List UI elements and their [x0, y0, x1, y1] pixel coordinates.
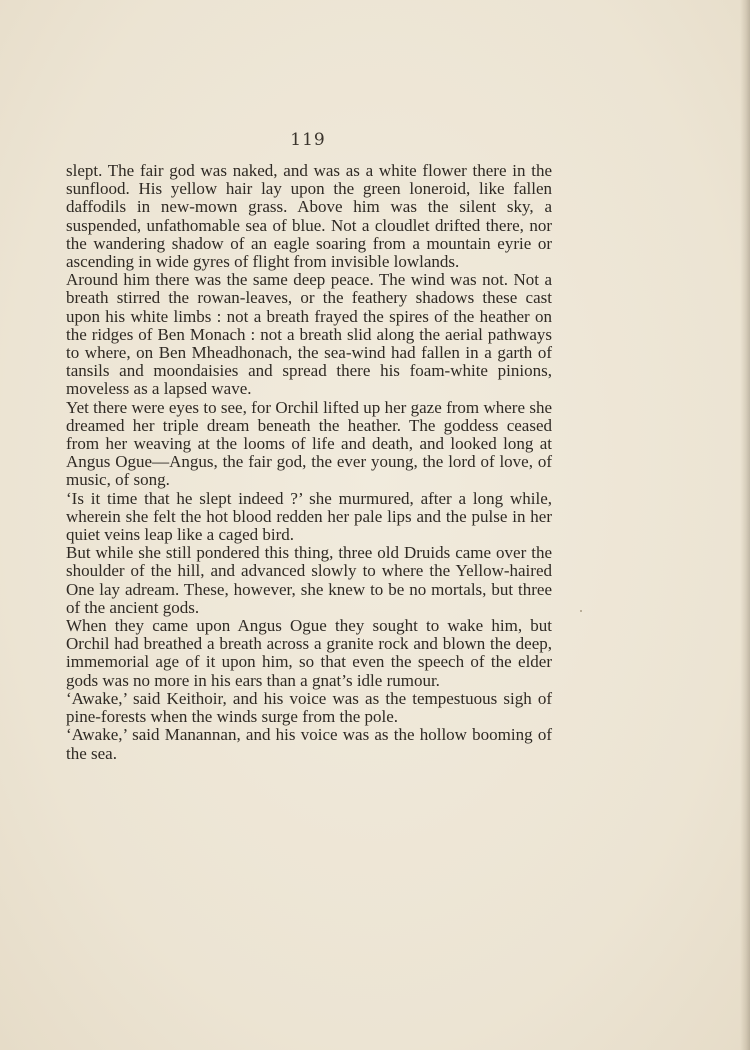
paper-speck: [580, 610, 582, 612]
body-text: [66, 162, 552, 763]
paragraph-4: ‘Is it time that he slept indeed ?’ she murmured, after a long while, wherein she felt the hot blood redden her pale lips and the pulse in her quiet veins leap like a caged bird.: [66, 488, 552, 545]
paragraph-6: When they came upon Angus Ogue they sought to wake him, but Orchil had breathed a breath across a granite rock and blown the deep, immemorial age of it upon him, so that even the speech of the elder gods was no more in his ears than a gnat’s idle rumour.: [66, 616, 552, 690]
paragraph-3: Yet there were eyes to see, for Orchil lifted up her gaze from where she dreamed her triple dream beneath the heather. The goddess ceased from her weaving at the looms of life and death, and looked long at Angus Ogue—Angus, the fair god, the ever young, the lord of love, of music, of song.: [66, 397, 552, 490]
page-number: 119: [290, 130, 326, 150]
paragraph-7: ‘Awake,’ said Keithoir, and his voice was as the tempestuous sigh of pine-forests when the winds surge from the pole.: [66, 688, 552, 727]
paragraph-1: slept. The fair god was naked, and was as a white flower there in the sunflood. His yellow hair lay upon the green loneroid, like fallen daffodils in new-mown grass. Above him was the silent sky, a suspended, unfathomable sea of blue. Not a cloudlet drifted there, nor the wandering shadow of an eagle soaring from a mountain eyrie or ascending in wide gyres of flight from invisible lowlands.: [66, 161, 552, 272]
paragraph-8: ‘Awake,’ said Manannan, and his voice was as the hollow booming of the sea.: [66, 725, 552, 763]
paragraph-5: But while she still pondered this thing, three old Druids came over the shoulder of the hill, and advanced slowly to where the Yellow-haired One lay adream. These, however, she knew to be no mortals, but three of the ancient gods.: [66, 543, 552, 617]
page-edge-shadow: [740, 0, 750, 1050]
paragraph-2: Around him there was the same deep peace. The wind was not. Not a breath stirred the rowan-leaves, or the feathery shadows these cast upon his white limbs : not a breath frayed the spires of the heather on the ridges of Ben Monach : not a breath slid along the aerial pathways to where, on Ben Mheadhonach, the sea-wind had fallen in a garth of tansils and moondaisies and spread there his foam-white pinions, moveless as a lapsed wave.: [66, 270, 552, 399]
